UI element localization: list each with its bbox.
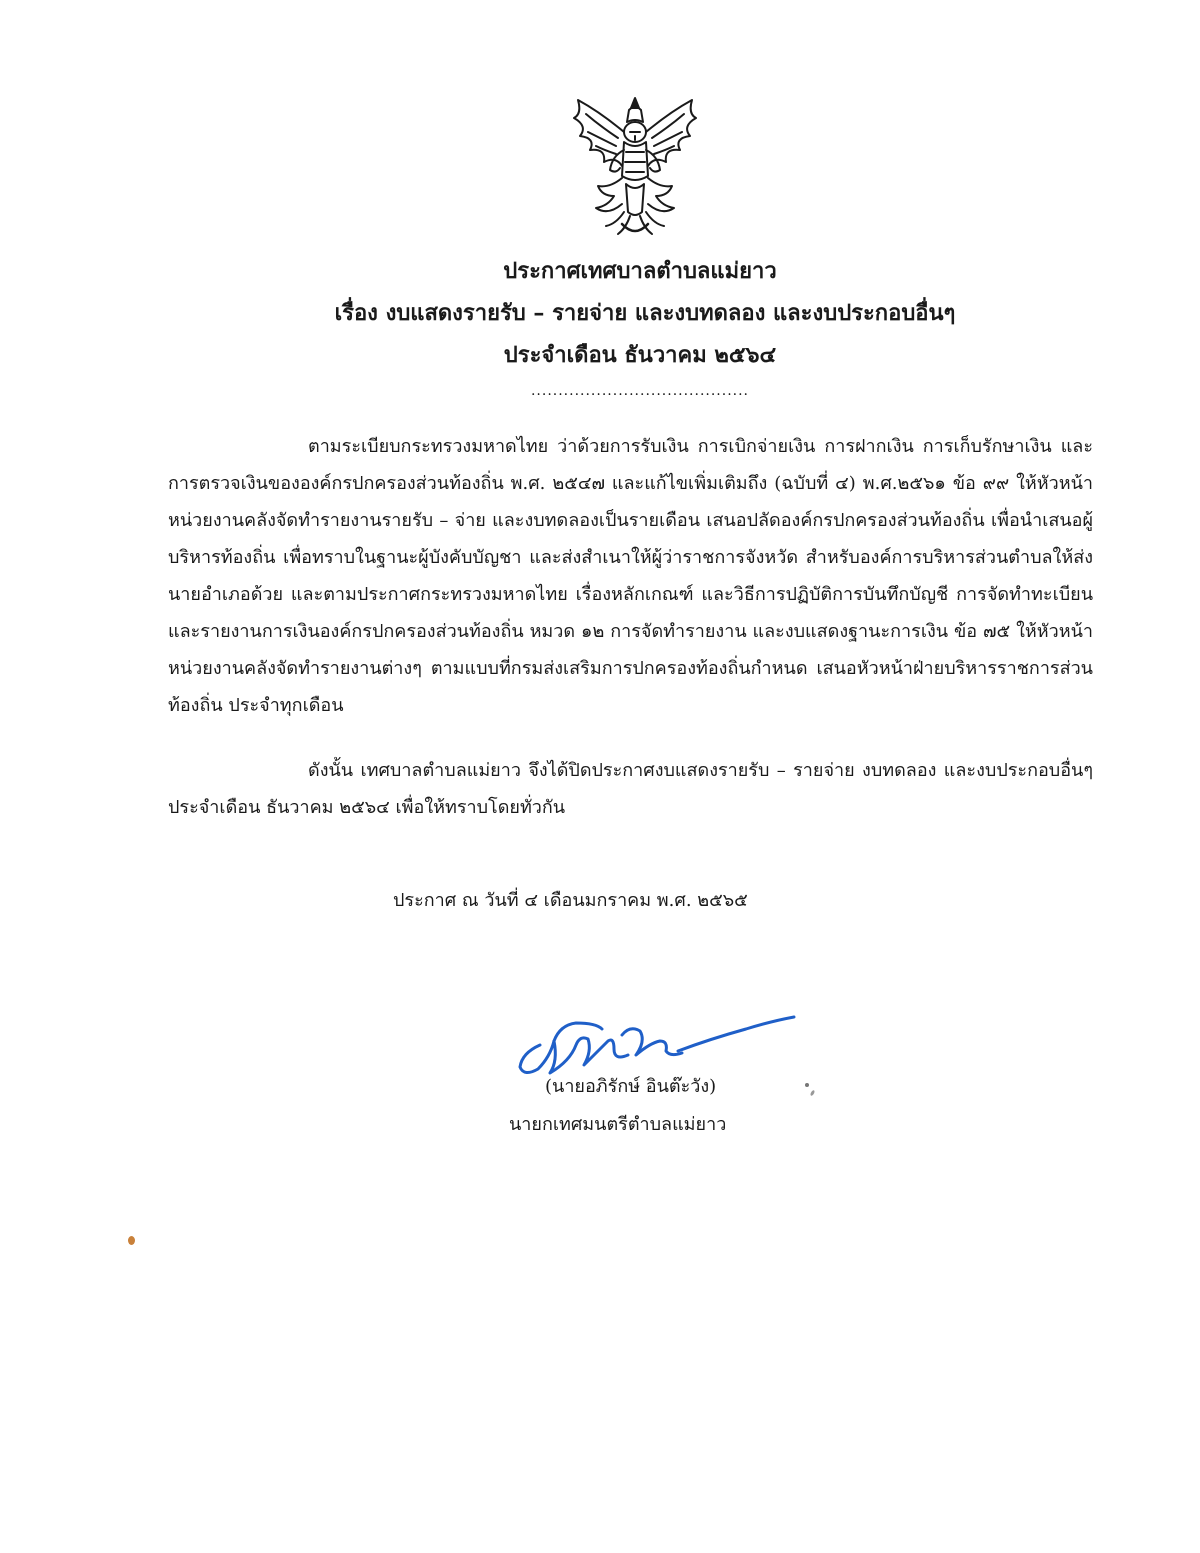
garuda-emblem-icon — [560, 92, 710, 242]
body-paragraph-2: ดังนั้น เทศบาลตำบลแม่ยาว จึงได้ปิดประกาศงบแสดงรายรับ – รายจ่าย งบทดลอง และงบประกอบอื่นๆ ประจำเดือน ธันวาคม ๒๕๖๔ เพื่อให้ทราบโดยทั่วกัน — [168, 760, 1093, 818]
signatory-name: (นายอภิรักษ์ อินต๊ะวัง) — [545, 1076, 717, 1097]
title-separator: ........................................ — [530, 383, 749, 399]
body-text — [168, 428, 1093, 826]
document-title: ประกาศเทศบาลตำบลแม่ยาว — [503, 258, 777, 284]
signatory-position: นายกเทศมนตรีตำบลแม่ยาว — [509, 1114, 727, 1135]
scan-speck — [805, 1083, 809, 1087]
document-period: ประจำเดือน ธันวาคม ๒๕๖๔ — [503, 342, 777, 368]
announcement-date: ประกาศ ณ วันที่ ๔ เดือนมกราคม พ.ศ. ๒๕๖๕ — [393, 890, 748, 911]
title-block — [0, 250, 1200, 406]
scan-speck — [810, 1090, 816, 1097]
scan-speck — [128, 1236, 135, 1245]
body-paragraph-1: ตามระเบียบกระทรวงมหาดไทย ว่าด้วยการรับเงิน การเบิกจ่ายเงิน การฝากเงิน การเก็บรักษาเงิน และการตรวจเงินขององค์กรปกครองส่วนท้องถิ่น พ.ศ. ๒๕๔๗ และแก้ไขเพิ่มเติมถึง (ฉบับที่ ๔) พ.ศ.๒๕๖๑ ข้อ ๙๙ ให้หัวหน้าหน่วยงานคลังจัดทำรายงานรายรับ – จ่าย และงบทดลองเป็นรายเดือน เสนอปลัดองค์กรปกครองส่วนท้องถิ่น เพื่อนำเสนอผู้บริหารท้องถิ่น เพื่อทราบในฐานะผู้บังคับบัญชา และส่งสำเนาให้ผู้ว่าราชการจังหวัด สำหรับองค์การบริหารส่วนตำบลให้ส่งนายอำเภอด้วย และตามประกาศกระทรวงมหาดไทย เรื่องหลักเกณฑ์ และวิธีการปฏิบัติการบันทึกบัญชี การจัดทำทะเบียน และรายงานการเงินองค์กรปกครองส่วนท้องถิ่น หมวด ๑๒ การจัดทำรายงาน และงบแสดงฐานะการเงิน ข้อ ๗๕ ให้หัวหน้าหน่วยงานคลังจัดทำรายงานต่างๆ ตามแบบที่กรมส่งเสริมการปกครองท้องถิ่นกำหนด เสนอหัวหน้าฝ่ายบริหารราชการส่วนท้องถิ่น ประจำทุกเดือน — [168, 436, 1093, 716]
document-subject: เรื่อง งบแสดงรายรับ – รายจ่าย และงบทดลอง และงบประกอบอื่นๆ — [334, 300, 956, 326]
